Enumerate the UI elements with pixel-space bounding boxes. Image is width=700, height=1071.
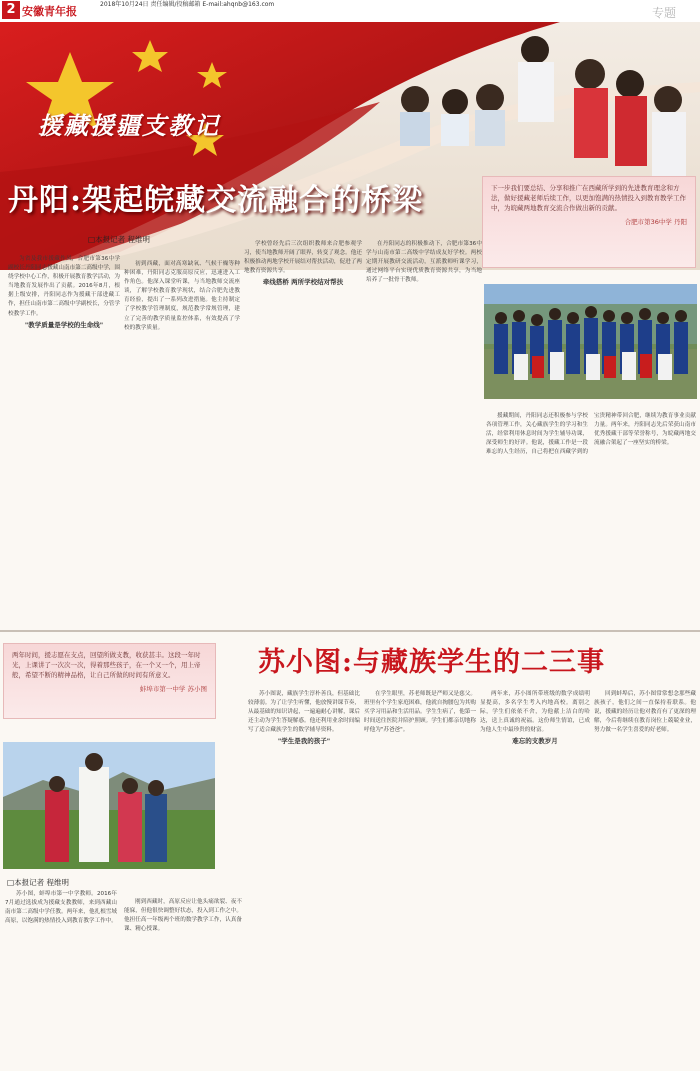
section-divider — [0, 630, 700, 632]
article2-column-0: 苏小图，蚌埠市第一中学教师。2016年7月通过选拔成为援藏支教教师，来到西藏山南市第二高级中学任教。两年来，他扎根雪域高原，以饱满的热情投入到教育教学工作中。 — [5, 891, 117, 925]
article1-paragraph: 学校曾经先后三次组织教师来合肥参观学习，使当地教师开阔了眼界，转变了观念。他还积极推动两地学校开展结对帮扶活动，促进了两地教育资源共享。 — [244, 241, 362, 275]
article2-column-2 — [248, 690, 360, 1068]
article2-column-3: 在学生眼里，苏老师既是严师又是慈父。班里有个学生家庭困难，他就自掏腰包为其购买学习用品和生活用品。学生生病了，他第一时间送往医院并陪护照顾。学生们都亲切地称呼他为"苏爸爸"。 — [364, 691, 476, 734]
article2-paragraph: 刚到西藏时，高原反应让他头痛欲裂、夜不能寐，但他很快调整好状态，投入到工作之中。他担任高一年级两个班的数学教学工作，认真备课、精心授课。 — [124, 899, 242, 933]
quote-signature: 合肥市第36中学 丹阳 — [624, 218, 687, 226]
article1-subheading: "教学质量是学校的生命线" — [24, 320, 104, 329]
banner-title: 援藏援疆支教记 — [38, 111, 220, 140]
page-number-badge: 2 — [2, 1, 20, 19]
quote-signature: 蚌埠市第一中学 苏小图 — [139, 685, 207, 693]
newspaper-name: 安徽青年报 — [22, 5, 77, 18]
article1-column-4: 在丹阳同志的积极推动下，合肥市第36中学与山南市第二高级中学结成友好学校。两校定期开展教研交流活动，互派教师听课学习，通过网络平台实现优质教育资源共享，为当地培养了一批骨干教师。 — [366, 241, 482, 284]
article1-byline: □本报记者 程维明 — [88, 235, 150, 244]
article1-column-1 — [8, 255, 120, 625]
article1-paragraph: 为省及我市援藏作风，合肥市第36中学副校长丹阳同志援藏山南市第二高级中学，围绕学校中心工作，积极开展教育教学活动，为当地教育发展作出了贡献。2016年8月，根据上级安排，丹阳同志作为援藏干部进藏工作，担任山南市第二高级中学副校长，分管学校教学工作。 — [8, 256, 120, 317]
quote-text: 下一步我们要总结、分享和推广在西藏所学到的先进教育理念和方法，做好援藏老师后续工作，以更加饱满的热情投入到教育教学工作中，为皖藏两地教育交流合作做出新的贡献。 — [491, 184, 686, 212]
article1-column-5: 援藏期间，丹阳同志还积极参与学校各项管理工作，关心藏族学生的学习和生活，经常利用休息时间为学生辅导功课，深受师生的好评。他说，援藏工作是一段难忘的人生经历，自己将把在西藏学到的宝贵精神带回合肥，继续为教育事业贡献力量。两年来，丹阳同志先后荣获山南市优秀援藏干部等荣誉称号，为皖藏两地交流融合架起了一座坚实的桥梁。 — [486, 413, 696, 456]
article2-column-1 — [124, 898, 242, 1068]
article2-byline: □本报记者 程维明 — [7, 878, 69, 887]
article2-headline: 苏小图:与藏族学生的二三事 — [258, 647, 605, 678]
article2-subheading: "学生是我的孩子" — [277, 737, 331, 746]
article2-subheading: 难忘的支教岁月 — [512, 737, 558, 746]
article1-headline: 丹阳:架起皖藏交流融合的桥梁 — [8, 183, 424, 218]
article2-quote-box — [3, 643, 216, 719]
article2-paragraph: 苏小图说，藏族学生淳朴善良，但基础比较薄弱。为了让学生听懂，他放慢讲课节奏，从最基础的知识讲起，一遍遍耐心讲解，课后还主动为学生答疑解惑。他还利用业余时间编写了适合藏族学生的数学辅导资料。 — [248, 691, 360, 734]
article2-paragraph: 两年来，苏小图所带班级的数学成绩明显提高，多名学生考入内地高校。离别之际，学生们依依不舍，为他献上洁白的哈达，送上真诚的祝福。这份师生情谊，已成为他人生中最珍贵的财富。 — [480, 691, 590, 734]
article1-column-2: 初到西藏，面对高寒缺氧、气候干燥等种种困难，丹阳同志克服高原反应，迅速进入工作角色。他深入课堂听课，与当地教师交流座谈，了解学校教育教学现状，结合合肥先进教育经验，提出了一系列改进措施。他主持制定了学校教学管理制度，规范教学常规管理，建立了完善的教学质量监控体系，有效提高了学校的教学质量。 — [124, 261, 240, 331]
masthead — [0, 0, 700, 23]
issue-info: 2018年10月24日 责任编辑/投稿邮箱 E-mail:ahqnb@163.com — [100, 1, 275, 8]
group-photo — [484, 284, 697, 399]
article2-column-4 — [480, 690, 590, 1068]
quote-text: 两年时间，援志愿在支点，回望所做支教，收获甚丰。这段一年时光，上课讲了一次次一次，得着那些孩子，在一个又一个，用上帝般，希望不断的精神品格，让自己所做的时间有所意义。 — [12, 651, 201, 679]
article1-column-3 — [244, 240, 362, 625]
section-tag: 专题 — [652, 6, 677, 20]
article1-quote-box — [482, 176, 696, 268]
article2-column-5: 回到蚌埠后，苏小图常常想念那些藏族孩子，他们之间一直保持着联系。他说，援藏的经历让他对教育有了更深的理解，今后将继续在教育岗位上兢兢业业，努力做一名学生喜爱的好老师。 — [594, 691, 696, 734]
tibet-photo — [3, 742, 215, 869]
article1-subheading: 牵线搭桥 两所学校结对帮扶 — [262, 278, 344, 287]
